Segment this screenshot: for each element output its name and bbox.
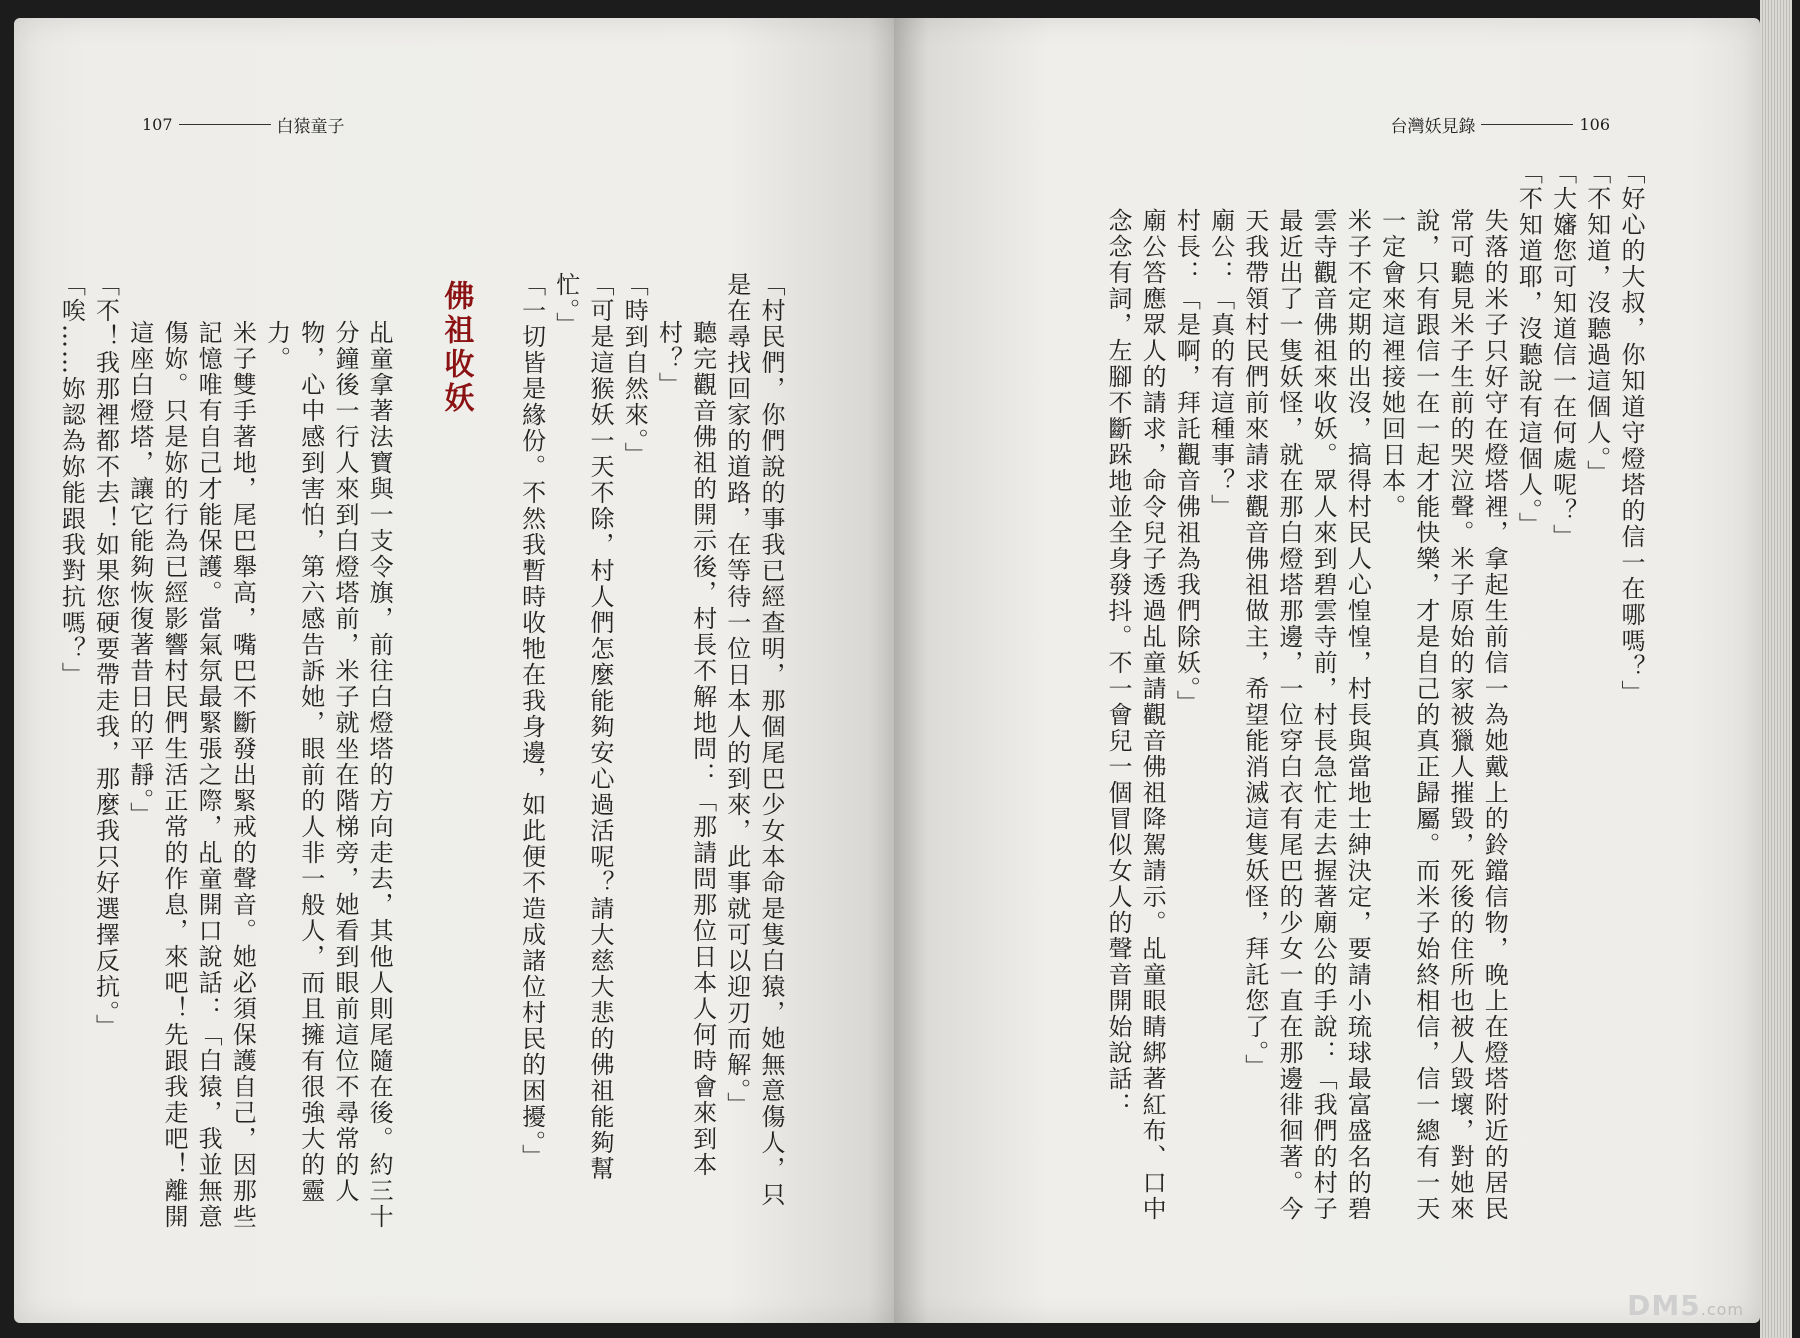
paragraph: 「好心的大叔，你知道守燈塔的信一在哪嗎？」 bbox=[1617, 160, 1645, 706]
right-running-title: 台灣妖見錄 bbox=[1390, 117, 1476, 137]
right-page-header bbox=[1390, 112, 1610, 137]
left-page-number: 107 bbox=[142, 115, 173, 134]
section-gap bbox=[396, 272, 438, 1232]
paragraph: 「不！我那裡都不去！如果您硬要帶走我，那麼我只好選擇反抗。」 bbox=[91, 272, 120, 1040]
paragraph: 「大嬸您可知道信一在何處呢？」 bbox=[1548, 160, 1577, 550]
paragraph: 村長：「是啊，拜託觀音佛祖為我們除妖。」 bbox=[1172, 208, 1201, 716]
watermark-brand: DM5 bbox=[1627, 1289, 1701, 1322]
header-rule bbox=[179, 124, 271, 125]
site-watermark bbox=[1627, 1289, 1744, 1322]
paragraph: 乩童拿著法寶與一支令旗，前往白燈塔的方向走去，其他人則尾隨在後。約三十分鐘後一行人來到白燈塔前，米子就坐在階梯旁，她看到眼前這位不尋常的人物，心中感到害怕，第六感告訴她，眼前的人非一般人，而且擁有很強大的靈力。 bbox=[262, 320, 394, 1230]
left-page-header bbox=[142, 112, 345, 137]
paragraph: 廟公答應眾人的請求，命令兒子透過乩童請觀音佛祖降駕請示。乩童眼睛綁著紅布、口中念念有詞，左腳不斷跺地並全身發抖。不一會兒一個冒似女人的聲音開始說話： bbox=[1103, 208, 1167, 1222]
paragraph: 聽完觀音佛祖的開示後，村長不解地問：「那請問那位日本人何時會來到本村？」 bbox=[654, 320, 717, 1178]
right-page-body bbox=[1101, 160, 1648, 1230]
paragraph: 「可是這猴妖一天不除，村人們怎麼能夠安心過活呢？請大慈大悲的佛祖能夠幫忙。」 bbox=[551, 272, 614, 1182]
paragraph: 「不知道，沒聽過這個人。」 bbox=[1582, 160, 1611, 486]
header-rule bbox=[1481, 124, 1573, 125]
paragraph: 「村民們，你們說的事我已經查明，那個尾巴少女本命是隻白猿，她無意傷人，只是在尋找回家的道路，在等待一位日本人的到來，此事就可以迎刃而解。」 bbox=[722, 272, 785, 1208]
section-heading: 佛祖收妖 bbox=[438, 280, 474, 416]
page-edges bbox=[1760, 0, 1792, 1338]
right-page-number: 106 bbox=[1579, 115, 1610, 134]
left-page-body bbox=[54, 272, 788, 1232]
paragraph: 失落的米子只好守在燈塔裡，拿起生前信一為她戴上的鈴鐺信物，晚上在燈塔附近的居民常可聽見米子生前的哭泣聲。米子原始的家被獵人摧毀，死後的住所也被人毀壞，對她來說，只有跟信一在一起才能快樂，才是自己的真正歸屬。而米子始終相信，信一總有一天一定會來這裡接她回日本。 bbox=[1377, 208, 1509, 1222]
section-gap bbox=[472, 272, 514, 1232]
watermark-suffix: .com bbox=[1700, 1300, 1744, 1319]
paragraph: 米子雙手著地，尾巴舉高，嘴巴不斷發出緊戒的聲音。她必須保護自己，因那些記憶唯有自己才能保護。當氣氛最緊張之際，乩童開口說話：「白猿，我並無意傷妳。只是妳的行為已經影響村民們生活正常的作息，來吧！先跟我走吧！離開這座白燈塔，讓它能夠恢復著昔日的平靜。」 bbox=[125, 320, 257, 1230]
paragraph: 「時到自然來。」 bbox=[620, 272, 649, 468]
paragraph: 「唉……妳認為妳能跟我對抗嗎？」 bbox=[57, 272, 86, 688]
paragraph: 「不知道耶，沒聽說有這個人。」 bbox=[1514, 160, 1543, 538]
paragraph: 米子不定期的出沒，搞得村民人心惶惶，村長與當地士紳決定，要請小琉球最富盛名的碧雲寺觀音佛祖來收妖。眾人來到碧雲寺前，村長急忙走去握著廟公的手說：「我們的村子最近出了一隻妖怪，就在那白燈塔那邊，一位穿白衣有尾巴的少女一直在那邊徘徊著。今天我帶領村民們前來請求觀音佛祖做主，希望能消滅這隻妖怪，拜託您了。」 bbox=[1240, 208, 1372, 1222]
paragraph: 「一切皆是緣份。不然我暫時收牠在我身邊，如此便不造成諸位村民的困擾。」 bbox=[517, 272, 546, 1170]
left-running-title: 白猿童子 bbox=[276, 117, 345, 137]
paragraph: 廟公：「真的有這種事？」 bbox=[1206, 208, 1235, 520]
